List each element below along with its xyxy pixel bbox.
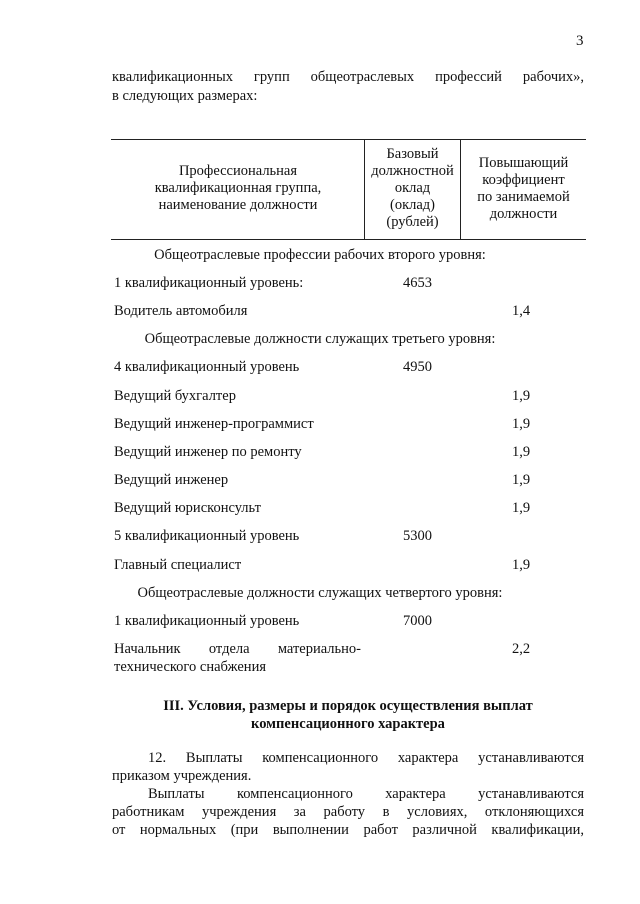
header-text: должности (489, 206, 558, 222)
header-cell-base-salary (365, 146, 460, 231)
row-salary: 4950 (403, 359, 432, 375)
row-label-continued: технического снабжения (114, 659, 266, 675)
row-label: 5 квалификационный уровень (114, 528, 300, 544)
intro-line-2: в следующих размерах: (112, 88, 258, 104)
header-cell-group-name (112, 163, 364, 214)
row-coef: 1,9 (512, 557, 531, 573)
header-text: (оклад) (389, 197, 435, 213)
group-title: Общеотраслевые должности служащих четвертого уровня: (137, 585, 503, 601)
row-label: Ведущий инженер по ремонту (114, 444, 302, 460)
header-cell-coefficient (461, 155, 586, 223)
section-heading: III. Условия, размеры и порядок осуществления выплат (163, 698, 533, 714)
header-text: наименование должности (158, 197, 318, 213)
row-coef: 2,2 (512, 641, 531, 657)
row-label: 1 квалификационный уровень: (114, 275, 304, 291)
header-text: по занимаемой (477, 189, 570, 205)
row-label: 4 квалификационный уровень (114, 359, 300, 375)
paragraph-line: Выплаты компенсационного характера устанавливаются (148, 786, 584, 802)
row-label: Водитель автомобиля (114, 303, 248, 319)
table-top-rule (111, 139, 586, 140)
paragraph-line: 12. Выплаты компенсационного характера устанавливаются (148, 750, 584, 766)
header-text: Повышающий (478, 155, 569, 171)
header-text: Профессиональная (178, 163, 298, 179)
row-coef: 1,9 (512, 388, 531, 404)
row-label: Ведущий юрисконсульт (114, 500, 261, 516)
row-salary: 4653 (403, 275, 432, 291)
row-coef: 1,4 (512, 303, 531, 319)
page-number: 3 (576, 33, 584, 49)
row-salary: 5300 (403, 528, 432, 544)
table-header-bottom-rule (111, 239, 586, 240)
row-label: Ведущий инженер-программист (114, 416, 314, 432)
paragraph-line: от нормальных (при выполнении работ различной квалификации, (112, 822, 584, 838)
row-coef: 1,9 (512, 444, 531, 460)
header-text: должностной (371, 163, 454, 179)
header-text: квалификационная группа, (154, 180, 322, 196)
row-label: 1 квалификационный уровень (114, 613, 300, 629)
header-text: Базовый (386, 146, 439, 162)
row-coef: 1,9 (512, 500, 531, 516)
header-text: коэффициент (482, 172, 565, 188)
row-coef: 1,9 (512, 472, 531, 488)
row-coef: 1,9 (512, 416, 531, 432)
group-title: Общеотраслевые должности служащих третьего уровня: (144, 331, 496, 347)
row-label: Главный специалист (114, 557, 242, 573)
row-label: Ведущий инженер (114, 472, 229, 488)
row-label: Начальник отдела материально- (114, 641, 361, 657)
intro-line-1: квалификационных групп общеотраслевых профессий рабочих», (112, 69, 584, 85)
row-label: Ведущий бухгалтер (114, 388, 236, 404)
row-salary: 7000 (403, 613, 432, 629)
header-text: оклад (394, 180, 431, 196)
paragraph-line: работникам учреждения за работу в условиях, отклоняющихся (112, 804, 584, 820)
section-heading-continued: компенсационного характера (251, 716, 445, 732)
group-title: Общеотраслевые профессии рабочих второго уровня: (154, 247, 486, 263)
header-text: (рублей) (386, 214, 439, 230)
paragraph-line: приказом учреждения. (112, 768, 252, 784)
